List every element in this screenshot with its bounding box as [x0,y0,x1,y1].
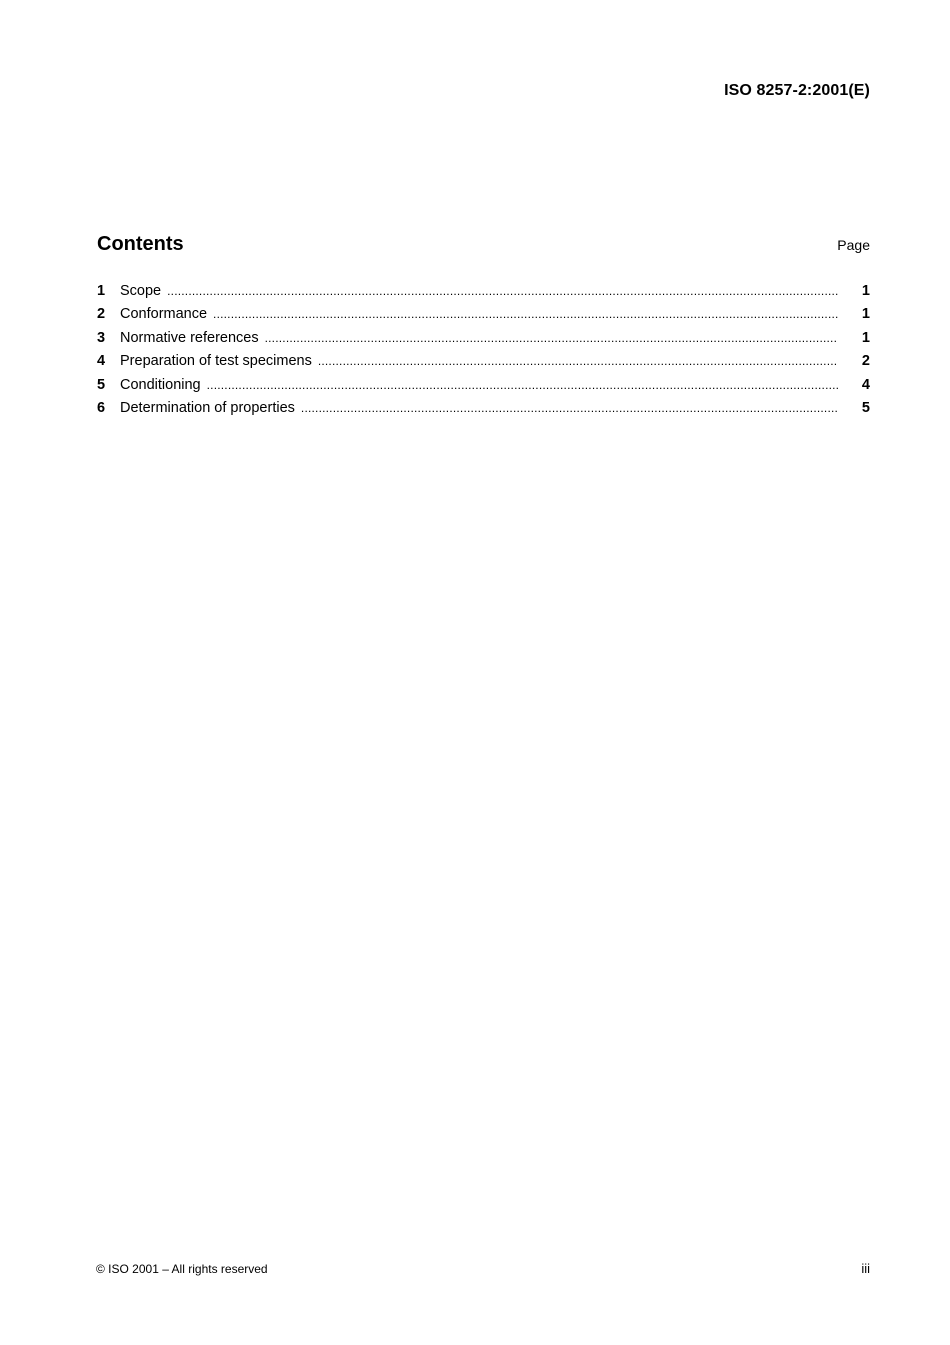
toc-entry-page: 1 [861,283,870,299]
toc-entry-number: 4 [97,353,106,370]
copyright-notice: © ISO 2001 – All rights reserved [96,1262,268,1276]
toc-entry-number: 5 [97,376,106,393]
toc-entry-page: 1 [861,329,870,346]
page-number: iii [861,1261,870,1276]
dot-leader [207,378,838,392]
toc-entry-preparation-of-test-specimens[interactable] [97,353,870,376]
toc-entry-page: 2 [861,353,870,370]
toc-entry-label: Preparation of test specimens [120,353,312,370]
toc-header [97,233,870,256]
dot-leader [167,284,838,298]
toc-entry-label: Scope [120,283,162,299]
toc-list [97,283,870,423]
toc-entry-scope[interactable] [97,283,870,306]
page-column-label: Page [837,237,870,253]
toc-entry-page: 5 [861,399,870,416]
toc-entry-label: Normative references [120,329,259,346]
toc-entry-label: Conditioning [120,376,201,393]
dot-leader [301,401,838,415]
contents-title: Contents [97,233,184,255]
dot-leader [318,354,838,368]
toc-entry-number: 3 [97,329,106,346]
document-id: ISO 8257-2:2001(E) [724,82,870,99]
toc-entry-number: 1 [97,283,106,299]
toc-entry-normative-references[interactable] [97,330,870,353]
toc-entry-determination-of-properties[interactable] [97,400,870,423]
toc-entry-conformance[interactable] [97,306,870,329]
toc-entry-conditioning[interactable] [97,377,870,400]
toc-entry-page: 4 [861,376,870,393]
dot-leader [265,331,838,345]
toc-entry-label: Conformance [120,306,208,323]
toc-entry-number: 6 [97,399,106,416]
toc-entry-label: Determination of properties [120,399,295,416]
toc-entry-page: 1 [861,306,870,323]
toc-entry-number: 2 [97,306,106,323]
dot-leader [213,307,838,321]
